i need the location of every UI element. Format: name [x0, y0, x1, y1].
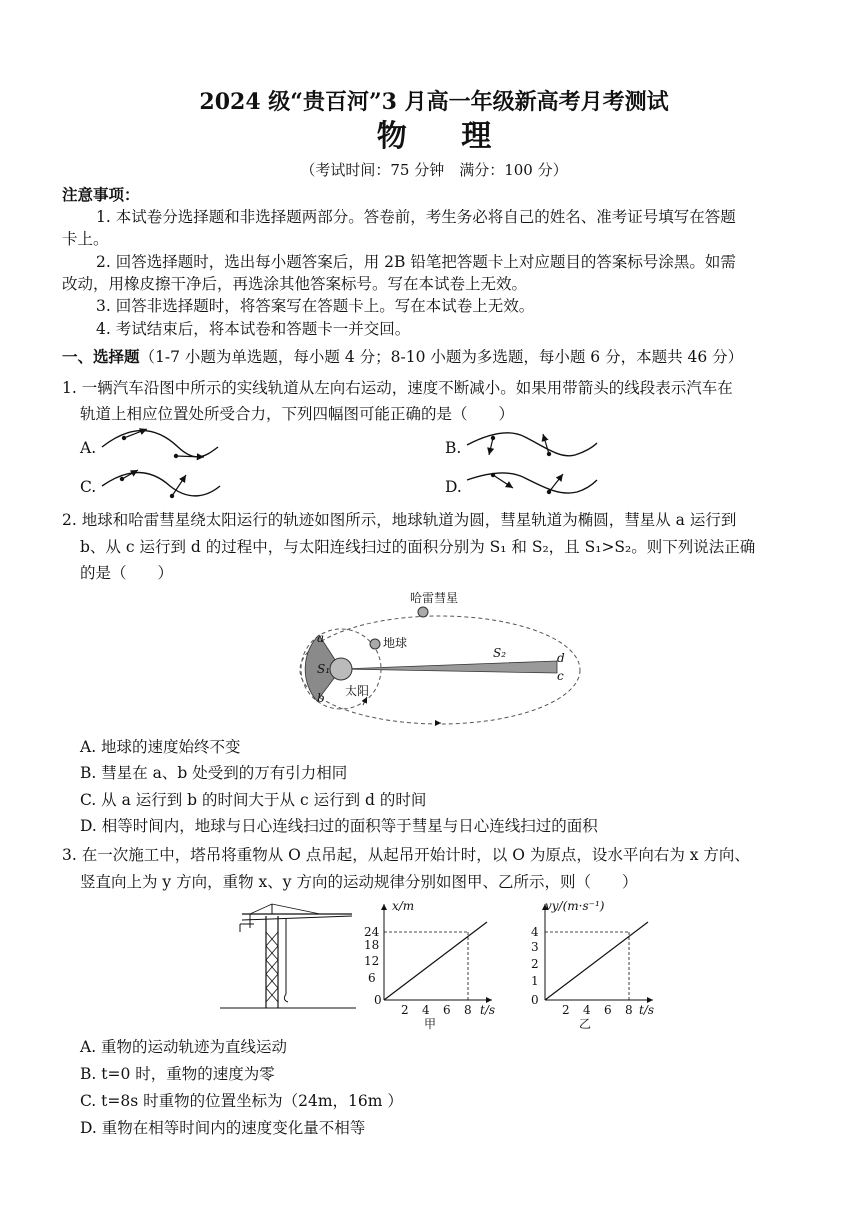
note-line: 1. 本试卷分选择题和非选择题两部分。答卷前，考生务必将自己的姓名、准考证号填写在答题	[96, 208, 736, 226]
q3-option-a: A. 重物的运动轨迹为直线运动	[80, 1038, 288, 1056]
graph-jia-line	[384, 922, 487, 1000]
graph-jia-caption: 甲	[424, 1017, 437, 1031]
graph-yi-xlabel: t/s	[639, 1003, 655, 1017]
q1-option-b-label: B.	[445, 439, 462, 457]
s2-area	[341, 661, 557, 673]
note-line: 卡上。	[62, 230, 109, 248]
point-c-label: c	[557, 669, 564, 683]
q1-option-d-figure	[465, 462, 600, 507]
note-line: 4. 考试结束后，将本试卷和答题卡一并交回。	[96, 320, 411, 338]
q3-option-c: C. t=8s 时重物的位置坐标为（24m，16m ）	[80, 1092, 403, 1110]
graph-jia	[362, 896, 502, 1036]
graph-jia-ytick: 6	[368, 971, 376, 985]
comet-label: 哈雷彗星	[410, 591, 459, 605]
tower-crane-figure	[220, 902, 360, 1012]
section-description: （1-7 小题为单选题，每小题 4 分；8-10 小题为多选题，每小题 6 分，本题共 46 分）	[139, 348, 744, 366]
q3-option-d: D. 重物在相等时间内的速度变化量不相等	[80, 1119, 366, 1137]
point-b-label: b	[317, 691, 325, 705]
graph-yi-line	[545, 922, 648, 1000]
comet-body	[418, 607, 428, 617]
exam-info: （考试时间：75 分钟 满分：100 分）	[300, 161, 568, 179]
s2-label: S₂	[493, 646, 507, 660]
graph-jia-xtick: 2	[401, 1003, 409, 1017]
graph-yi-xtick: 2	[562, 1003, 570, 1017]
q1-option-d-label: D.	[445, 478, 462, 496]
exam-title: 2024 级“贵百河”3 月高一年级新高考月考测试	[199, 89, 669, 115]
graph-jia-xtick: 6	[443, 1003, 451, 1017]
q3-stem: 3. 在一次施工中，塔吊将重物从 O 点吊起，从起吊开始计时，以 O 为原点，设水平向右为 x 方向、	[62, 846, 750, 864]
q3-stem: 竖直向上为 y 方向，重物 x、y 方向的运动规律分别如图甲、乙所示，则（ ）	[80, 873, 638, 891]
graph-jia-origin: 0	[374, 993, 382, 1007]
graph-yi-caption: 乙	[579, 1017, 592, 1031]
earth-body	[370, 639, 380, 649]
q2-option-d: D. 相等时间内，地球与日心连线扫过的面积等于彗星与日心连线扫过的面积	[80, 817, 598, 835]
q1-option-c-label: C.	[80, 478, 97, 496]
sun-label: 太阳	[345, 684, 370, 698]
point-a-label: a	[317, 631, 325, 645]
q1-option-a-label: A.	[80, 439, 97, 457]
graph-yi-origin: 0	[531, 993, 539, 1007]
graph-jia-ytick: 12	[364, 954, 380, 968]
subject-title: 物 理	[376, 119, 514, 154]
graph-yi-ytick: 1	[531, 974, 539, 988]
q1-stem: 轨道上相应位置处所受合力，下列四幅图可能正确的是（ ）	[80, 405, 515, 423]
graph-yi-ytick: 3	[531, 940, 539, 954]
earth-label: 地球	[383, 636, 408, 650]
q2-option-b: B. 彗星在 a、b 处受到的万有引力相同	[80, 764, 348, 782]
q2-stem: b、从 c 运行到 d 的过程中，与太阳连线扫过的面积分别为 S₁ 和 S₂，且 S₁>S₂。则下列说法正确	[80, 538, 756, 556]
q2-option-c: C. 从 a 运行到 b 的时间大于从 c 运行到 d 的时间	[80, 791, 427, 809]
graph-yi	[523, 896, 663, 1036]
graph-jia-ytick: 24	[364, 925, 380, 939]
s1-label: S₁	[317, 662, 331, 676]
graph-jia-xtick: 4	[422, 1003, 430, 1017]
graph-jia-ytick: 18	[364, 938, 380, 952]
section-heading: 一、选择题	[62, 347, 140, 366]
graph-jia-ylabel: x/m	[392, 899, 415, 913]
sun-body	[330, 658, 352, 680]
note-line: 改动，用橡皮擦干净后，再选涂其他答案标号。写在本试卷上无效。	[62, 275, 528, 293]
note-line: 3. 回答非选择题时，将答案写在答题卡上。写在本试卷上无效。	[96, 297, 535, 315]
q1-stem: 1. 一辆汽车沿图中所示的实线轨道从左向右运动，速度不断减小。如果用带箭头的线段表示汽车在	[62, 379, 733, 397]
q1-option-c-figure	[100, 462, 225, 507]
graph-yi-ylabel: vy/(m·s⁻¹)	[545, 899, 605, 913]
q2-stem: 的是（ ）	[80, 564, 174, 582]
q3-option-b: B. t=0 时，重物的速度为零	[80, 1065, 275, 1083]
notes-heading: 注意事项：	[62, 185, 140, 204]
section-heading-line	[62, 347, 743, 367]
graph-yi-xtick: 8	[625, 1003, 633, 1017]
graph-yi-ytick: 4	[531, 925, 539, 939]
graph-jia-xtick: 8	[464, 1003, 472, 1017]
q2-option-a: A. 地球的速度始终不变	[80, 738, 241, 756]
graph-yi-ytick: 2	[531, 957, 539, 971]
graph-jia-xlabel: t/s	[480, 1003, 496, 1017]
graph-jia-axes	[384, 904, 492, 1000]
q2-stem: 2. 地球和哈雷彗星绕太阳运行的轨迹如图所示，地球轨道为圆，彗星轨道为椭圆，彗星从 a 运行到	[62, 511, 737, 529]
graph-yi-xtick: 6	[604, 1003, 612, 1017]
point-d-label: d	[557, 651, 565, 665]
note-line: 2. 回答选择题时，选出每小题答案后，用 2B 铅笔把答题卡上对应题目的答案标号涂黑。如需	[96, 253, 736, 271]
orbit-diagram	[295, 585, 585, 730]
graph-yi-xtick: 4	[583, 1003, 591, 1017]
